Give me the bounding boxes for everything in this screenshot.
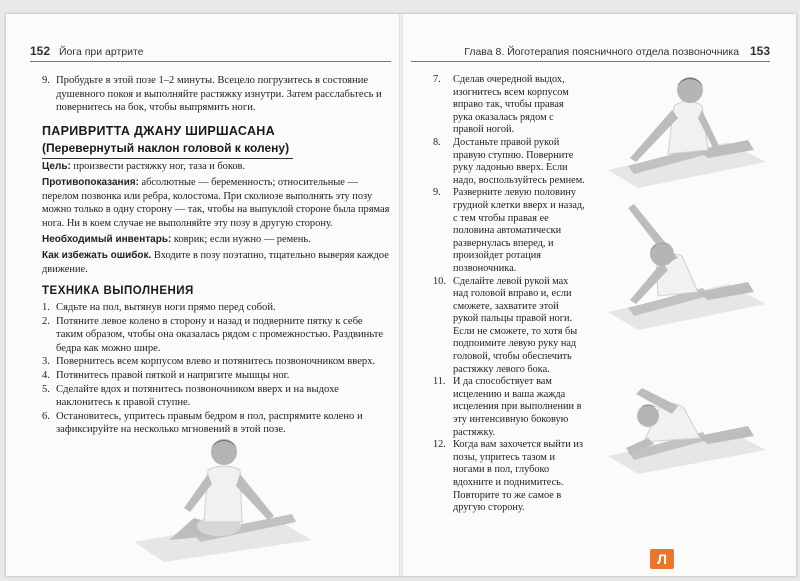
list-item xyxy=(42,369,392,383)
intro-number: 9. xyxy=(42,75,50,86)
right-header xyxy=(464,44,770,58)
list-item xyxy=(42,301,392,315)
header-rule-left xyxy=(30,61,391,62)
fact-label: Необходимый инвентарь: xyxy=(42,234,172,246)
list-item xyxy=(42,315,392,356)
pose-title: ПАРИВРИТТА ДЖАНУ ШИРШАСАНА xyxy=(42,124,275,138)
pose-facts xyxy=(42,160,390,279)
step-number: 2. xyxy=(42,315,50,327)
step-number: 10. xyxy=(433,275,446,287)
list-item xyxy=(433,276,585,377)
fact-value: произвести растяжку ног, таза и боков. xyxy=(70,161,246,172)
header-rule-right xyxy=(411,61,770,62)
pose-photo-side-bend-1 xyxy=(608,70,768,188)
book-spread xyxy=(6,14,796,576)
list-item xyxy=(433,376,585,439)
technique-title: ТЕХНИКА ВЫПОЛНЕНИЯ xyxy=(42,285,194,297)
fact-mistakes xyxy=(42,249,390,276)
step-text: Когда вам захочется выйти из позы, упритесь тазом и ногами в пол, глубоко вдохните и поднимитесь. Повторите то же самое в другую сторону. xyxy=(453,439,583,514)
fact-label: Как избежать ошибок. xyxy=(42,250,152,262)
page-number-right: 153 xyxy=(749,44,770,58)
step-text: Разверните левую половину грудной клетки вверх и назад, с тем чтобы правая ее половина автоматически развернулась вперед, и произойдет ротация позвоночника. xyxy=(453,187,585,274)
step-text: И да способствует вам исцелению и ваша жажда исцеления при выполнении в эту интенсивную боковую растяжку. xyxy=(453,376,582,438)
step-number: 8. xyxy=(433,136,441,148)
pose-photo-side-bend-3 xyxy=(608,364,768,474)
fact-value: коврик; если нужно — ремень. xyxy=(171,234,311,246)
step-text: Повернитесь всем корпусом влево и потянитесь позвоночником вверх. xyxy=(56,356,376,368)
technique-steps xyxy=(42,301,392,437)
step-number: 12. xyxy=(433,439,446,451)
left-page xyxy=(6,14,399,576)
intro-paragraph xyxy=(42,74,390,115)
step-text: Потянитесь правой пяткой и напрягите мышцы ног. xyxy=(56,369,290,381)
list-item xyxy=(42,383,392,410)
fact-equipment xyxy=(42,233,390,246)
step-text: Достаньте правой рукой правую ступню. Поверните руку ладонью вверх. Если надо, воспользуйтесь ремнем. xyxy=(453,136,585,186)
intro-text: Пробудьте в этой позе 1–2 минуты. Всецело погрузитесь в состояние душевного покоя и выполняйте растяжку изнутри. Затем расслабьтесь и повернитесь на бок, чтобы выпрямить ноги. xyxy=(56,75,382,114)
step-text: Потяните левое колено в сторону и назад и подверните пятку к себе таким образом, чтобы она оказалась рядом с промежностью. Раздвиньте бедра как можно шире. xyxy=(56,315,384,354)
publisher-logo: Л xyxy=(650,549,674,569)
fact-contraindications xyxy=(42,176,390,230)
fact-goal xyxy=(42,160,390,173)
pose-photo-side-bend-2 xyxy=(608,200,768,330)
step-text: Сделайте вдох и потянитесь позвоночником вверх и на выдохе наклонитесь к правой ступне. xyxy=(56,383,339,409)
fact-value: абсолютные — беременность; относительные — перелом позвонка или ребра, колостома. При сколиозе выполнять эту позу можно только в одну сторону — так, чтобы на выпуклой стороне была прямая нога. Ни в коем случае не выполняйте эту позу в другую сторону. xyxy=(42,177,390,229)
pose-photo-seated xyxy=(124,422,314,562)
list-item xyxy=(433,439,585,515)
step-number: 4. xyxy=(42,369,50,381)
list-item xyxy=(433,137,585,187)
technique-steps-continued xyxy=(433,74,585,515)
fact-label: Противопоказания: xyxy=(42,177,139,189)
step-text: Сядьте на пол, вытянув ноги прямо перед собой. xyxy=(56,302,276,313)
running-title-right: Глава 8. Йоготерапия поясничного отдела позвоночника xyxy=(464,46,740,58)
step-number: 7. xyxy=(433,74,441,85)
pose-subtitle: (Перевернутый наклон головой к колену) xyxy=(42,140,293,159)
list-item xyxy=(433,74,585,137)
fact-value: Входите в позу поэтапно, тщательно выверяя каждое движение. xyxy=(42,250,389,275)
list-item xyxy=(433,187,585,275)
step-number: 5. xyxy=(42,383,50,395)
step-text: Сделайте левой рукой мах над головой вправо и, если сможете, захватите этой рукой пальцы правой ноги. Если не сможете, то хотя бы подпоимите левую руку над головой, чтобы обеспечить растяжку левого бока. xyxy=(453,275,578,375)
running-title-left: Йога при артрите xyxy=(58,46,144,58)
step-number: 9. xyxy=(433,187,441,199)
step-number: 6. xyxy=(42,410,50,422)
fact-label: Цель: xyxy=(42,161,71,172)
list-item xyxy=(42,355,392,369)
page-number-left: 152 xyxy=(30,44,51,58)
step-number: 11. xyxy=(433,376,446,388)
step-number: 1. xyxy=(42,302,50,313)
right-page xyxy=(403,14,796,576)
step-number: 3. xyxy=(42,356,50,368)
step-text: Остановитесь, упритесь правым бедром в пол, распрямите колено и зафиксируйте на несколько мгновений в этой позе. xyxy=(56,410,363,436)
left-header xyxy=(30,44,144,58)
step-text: Сделав очередной выдох, изогнитесь всем корпусом вправо так, чтобы правая рука оказалась рядом с правой ногой. xyxy=(453,74,569,136)
